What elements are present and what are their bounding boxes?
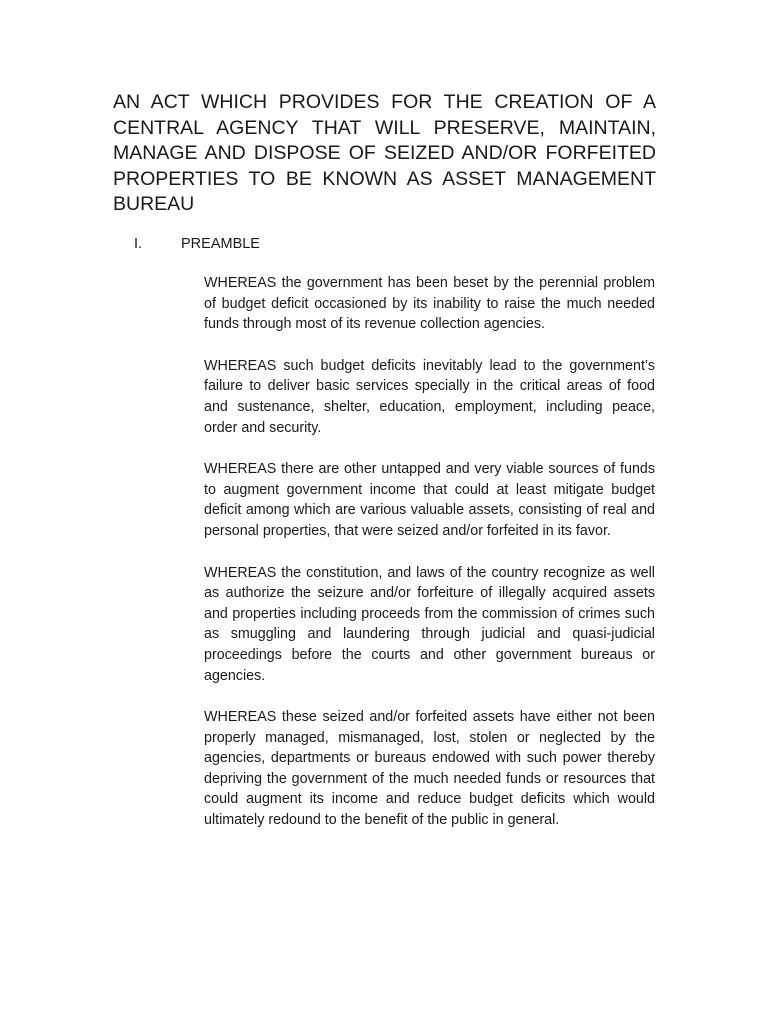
- section-heading: [134, 235, 434, 253]
- whereas-paragraph: WHEREAS the constitution, and laws of the country recognize as well as authorize the seizure and/or forfeiture of illegally acquired assets and properties including proceeds from the commission of crimes such as smuggling and laundering through judicial and quasi-judicial proceedings before the courts and other government bureaus or agencies.: [204, 564, 655, 684]
- section-number: I.: [134, 236, 143, 252]
- document-title: AN ACT WHICH PROVIDES FOR THE CREATION OF A CENTRAL AGENCY THAT WILL PRESERVE, MAINTAIN, MANAGE AND DISPOSE OF SEIZED AND/OR FORFEITED PROPERTIES TO BE KNOWN AS ASSET MANAGEMENT BUREAU: [113, 91, 656, 215]
- section-title: PREAMBLE: [181, 236, 260, 252]
- whereas-paragraph: WHEREAS there are other untapped and very viable sources of funds to augment government income that could at least mitigate budget deficit among which are various valuable assets, consisting of real and personal properties, that were seized and/or forfeited in its favor.: [204, 461, 655, 539]
- whereas-paragraph: WHEREAS these seized and/or forfeited assets have either not been properly managed, mismanaged, lost, stolen or neglected by the agencies, departments or bureaus endowed with such power thereby depriving the government of the much needed funds or resources that could augment its income and reduce budget deficits which would ultimately redound to the benefit of the public in general.: [204, 709, 655, 829]
- whereas-paragraph: WHEREAS the government has been beset by the perennial problem of budget deficit occasioned by its inability to raise the much needed funds through most of its revenue collection agencies.: [204, 275, 655, 333]
- whereas-paragraph: WHEREAS such budget deficits inevitably lead to the government’s failure to deliver basic services specially in the critical areas of food and sustenance, shelter, education, employment, including peace, order and security.: [204, 357, 655, 436]
- preamble-body: [204, 273, 655, 852]
